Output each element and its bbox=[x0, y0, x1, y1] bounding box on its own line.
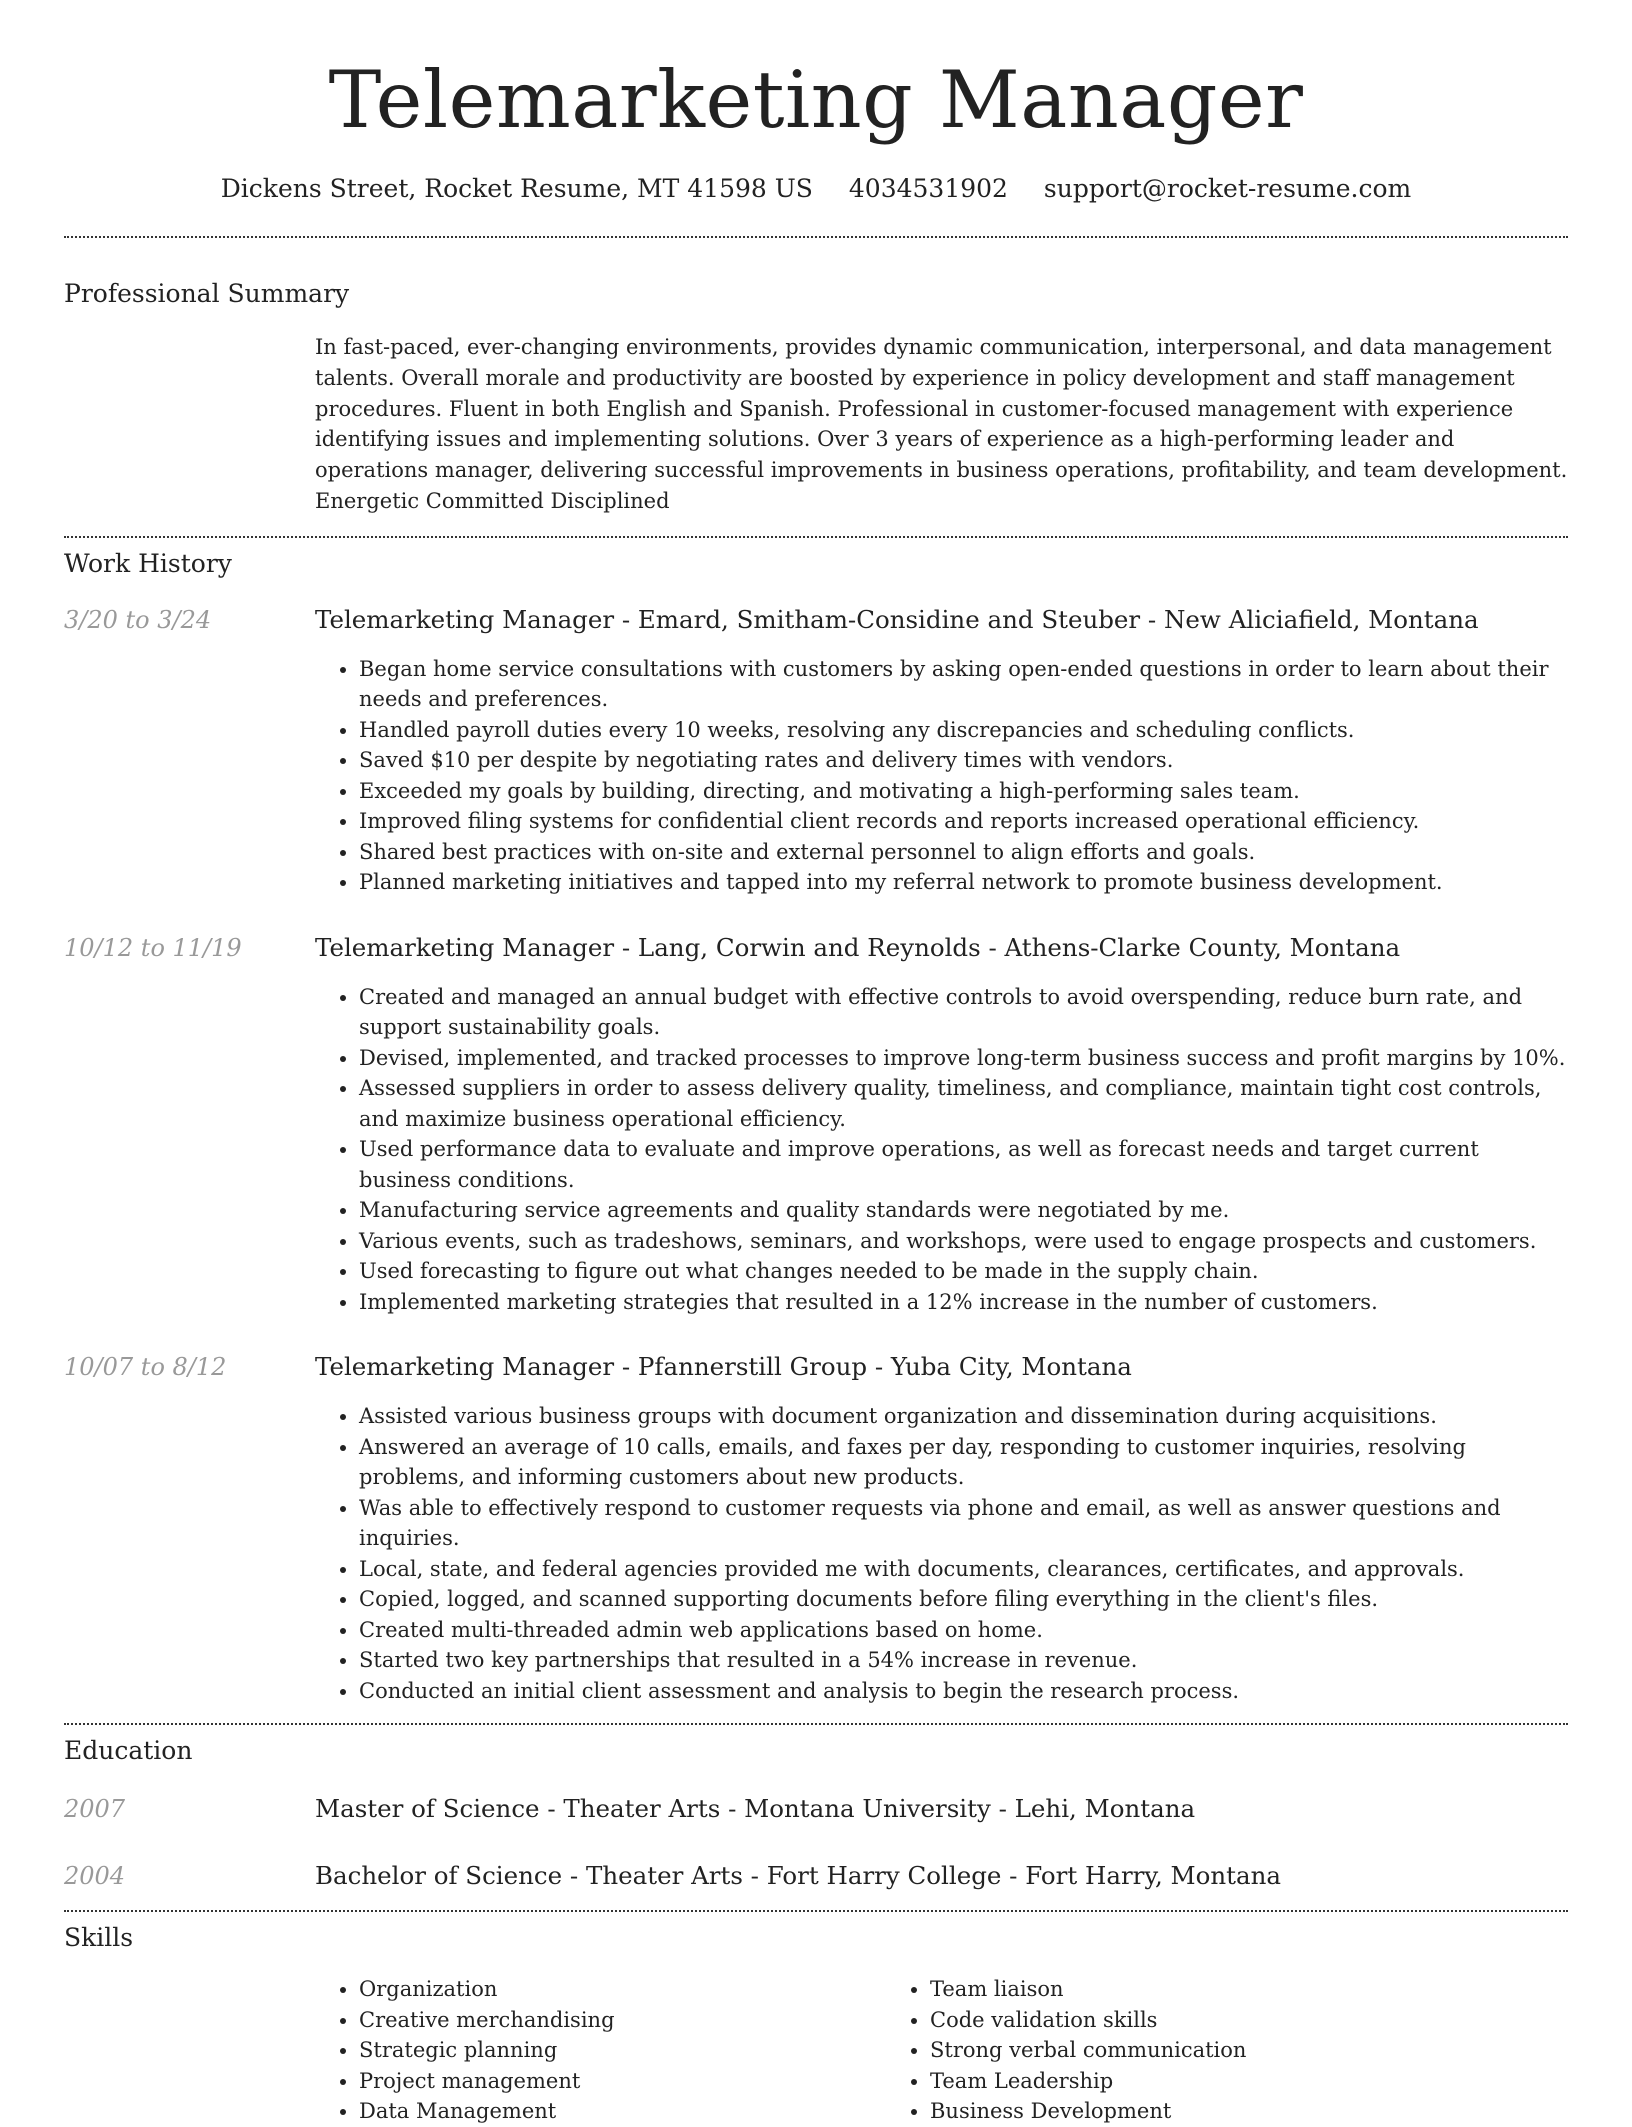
job-entry bbox=[64, 604, 1568, 898]
skill-item: • Code validation skills bbox=[930, 2005, 1457, 2036]
job-bullet: • Manufacturing service agreements and quality standards were negotiated by me. bbox=[359, 1195, 1568, 1226]
job-bullet: • Was able to effectively respond to customer requests via phone and email, as well as answer questions and inquiries. bbox=[359, 1493, 1568, 1554]
section-title-summary: Professional Summary bbox=[64, 279, 350, 308]
job-bullet: • Shared best practices with on-site and external personnel to align efforts and goals. bbox=[359, 837, 1568, 868]
section-title-skills: Skills bbox=[64, 1923, 134, 1953]
skill-item: • Data Management bbox=[359, 2096, 886, 2127]
job-bullets bbox=[315, 1401, 1568, 1706]
job-date: 3/20 to 3/24 bbox=[64, 605, 212, 634]
skill-item: • Business Development bbox=[930, 2096, 1457, 2127]
education-date: 2007 bbox=[64, 1795, 126, 1824]
skill-item: • Organization bbox=[359, 1974, 886, 2005]
contact-line bbox=[0, 174, 1632, 204]
job-bullet: • Answered an average of 10 calls, emails, and faxes per day, responding to customer inquiries, resolving problems, and informing customers about new products. bbox=[359, 1432, 1568, 1493]
skill-item: • Creative merchandising bbox=[359, 2005, 886, 2036]
job-bullets bbox=[315, 654, 1568, 898]
job-bullet: • Local, state, and federal agencies provided me with documents, clearances, certificates, and approvals. bbox=[359, 1554, 1568, 1585]
divider bbox=[64, 536, 1568, 538]
job-heading: Telemarketing Manager - Emard, Smitham-Considine and Steuber - New Aliciafield, Montana bbox=[315, 604, 1479, 634]
job-bullet: • Saved $10 per despite by negotiating rates and delivery times with vendors. bbox=[359, 745, 1568, 776]
job-bullet: • Devised, implemented, and tracked processes to improve long-term business success and profit margins by 10%. bbox=[359, 1043, 1568, 1074]
divider bbox=[64, 1910, 1568, 1912]
skill-item: • Team Leadership bbox=[930, 2066, 1457, 2097]
job-bullet: • Created and managed an annual budget with effective controls to avoid overspending, reduce burn rate, and support sustainability goals. bbox=[359, 982, 1568, 1043]
job-bullet: • Planned marketing initiatives and tapped into my referral network to promote business development. bbox=[359, 867, 1568, 898]
job-bullet: • Started two key partnerships that resulted in a 54% increase in revenue. bbox=[359, 1645, 1568, 1676]
job-date: 10/07 to 8/12 bbox=[64, 1353, 227, 1382]
job-entry bbox=[64, 1351, 1568, 1706]
education-heading: Master of Science - Theater Arts - Montana University - Lehi, Montana bbox=[315, 1794, 1196, 1824]
job-date: 10/12 to 11/19 bbox=[64, 933, 242, 962]
divider bbox=[64, 236, 1568, 238]
education-entry bbox=[64, 1860, 1568, 1892]
job-bullet: • Assisted various business groups with document organization and dissemination during acquisitions. bbox=[359, 1401, 1568, 1432]
job-bullet: • Handled payroll duties every 10 weeks, resolving any discrepancies and scheduling conflicts. bbox=[359, 715, 1568, 746]
job-bullet: • Created multi-threaded admin web applications based on home. bbox=[359, 1615, 1568, 1646]
skill-item: • Strong verbal communication bbox=[930, 2035, 1457, 2066]
section-title-education: Education bbox=[64, 1736, 193, 1766]
job-bullet: • Used performance data to evaluate and improve operations, as well as forecast needs and target current business conditions. bbox=[359, 1134, 1568, 1195]
job-entry bbox=[64, 932, 1568, 1318]
skills-column-right bbox=[886, 1974, 1457, 2127]
job-bullets bbox=[315, 982, 1568, 1318]
job-bullet: • Copied, logged, and scanned supporting documents before filing everything in the client's files. bbox=[359, 1584, 1568, 1615]
job-heading: Telemarketing Manager - Lang, Corwin and Reynolds - Athens-Clarke County, Montana bbox=[315, 932, 1401, 962]
skills-column-left bbox=[315, 1974, 886, 2127]
education-heading: Bachelor of Science - Theater Arts - Fort Harry College - Fort Harry, Montana bbox=[315, 1861, 1281, 1891]
section-title-work-history: Work History bbox=[64, 548, 232, 578]
job-bullet: • Implemented marketing strategies that resulted in a 12% increase in the number of customers. bbox=[359, 1287, 1568, 1318]
summary-text: In fast-paced, ever-changing environments, provides dynamic communication, interpersonal, and data management talents. Overall morale and productivity are boosted by experience in policy development and staff management procedures. Fluent in both English and Spanish. Professional in customer-focused management with experience identifying issues and implementing solutions. Over 3 years of experience as a high-performing leader and operations manager, delivering successful improvements in business operations, profitability, and team development. Energetic Committed Disciplined bbox=[315, 335, 1568, 513]
education-entry bbox=[64, 1793, 1568, 1825]
skill-item: • Strategic planning bbox=[359, 2035, 886, 2066]
job-bullet: • Conducted an initial client assessment and analysis to begin the research process. bbox=[359, 1676, 1568, 1707]
job-bullet: • Assessed suppliers in order to assess delivery quality, timeliness, and compliance, maintain tight cost controls, and maximize business operational efficiency. bbox=[359, 1073, 1568, 1134]
job-bullet: • Exceeded my goals by building, directing, and motivating a high-performing sales team. bbox=[359, 776, 1568, 807]
candidate-name: Telemarketing Manager bbox=[328, 54, 1304, 146]
contact-address: Dickens Street, Rocket Resume, MT 41598 US bbox=[220, 174, 813, 203]
skill-item: • Team liaison bbox=[930, 1974, 1457, 2005]
skills-list bbox=[315, 1974, 1568, 2127]
job-bullet: • Began home service consultations with customers by asking open-ended questions in order to learn about their needs and preferences. bbox=[359, 654, 1568, 715]
contact-phone: 4034531902 bbox=[848, 174, 1008, 203]
job-heading: Telemarketing Manager - Pfannerstill Group - Yuba City, Montana bbox=[315, 1352, 1132, 1382]
job-bullet: • Used forecasting to figure out what changes needed to be made in the supply chain. bbox=[359, 1256, 1568, 1287]
contact-email: support@rocket-resume.com bbox=[1043, 174, 1412, 203]
skill-item: • Project management bbox=[359, 2066, 886, 2097]
divider bbox=[64, 1723, 1568, 1725]
job-bullet: • Improved filing systems for confidential client records and reports increased operational efficiency. bbox=[359, 806, 1568, 837]
education-date: 2004 bbox=[64, 1862, 126, 1891]
job-bullet: • Various events, such as tradeshows, seminars, and workshops, were used to engage prospects and customers. bbox=[359, 1226, 1568, 1257]
